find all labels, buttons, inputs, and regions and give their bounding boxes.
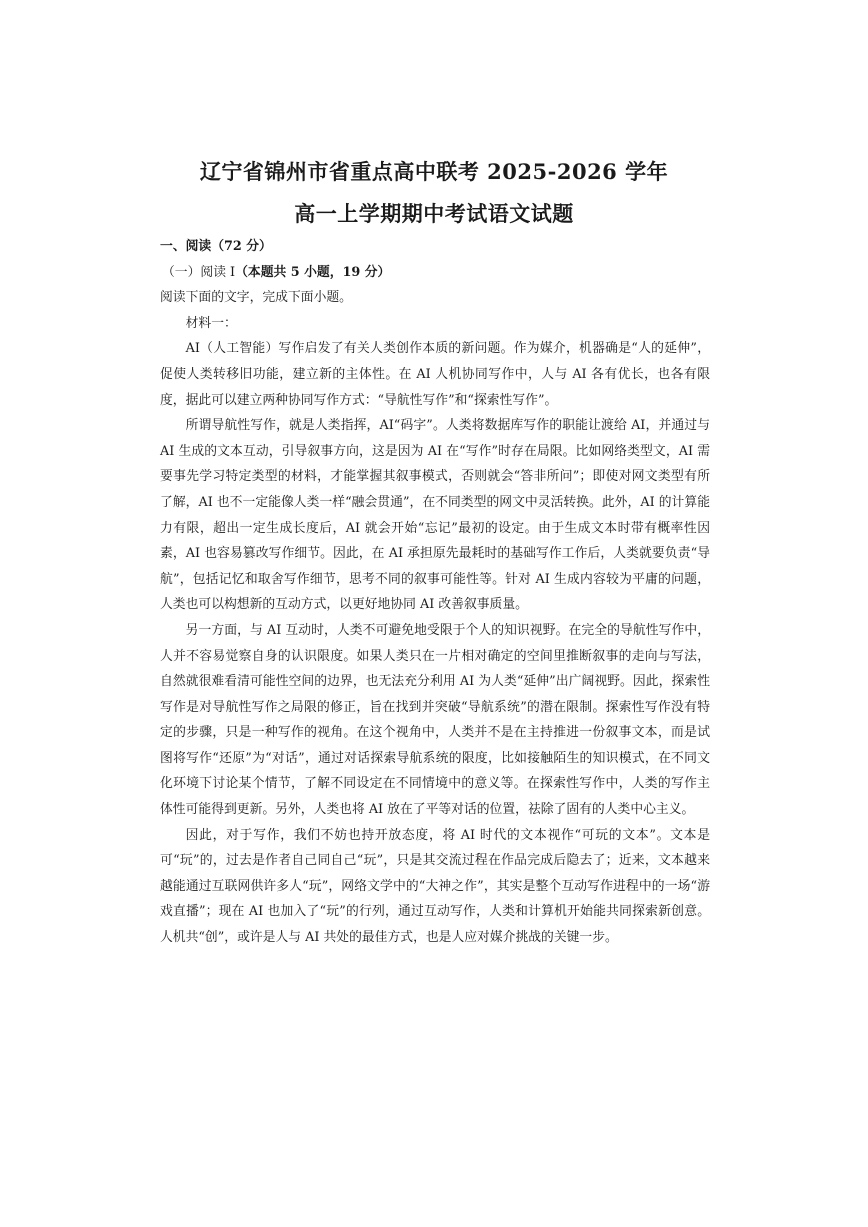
exam-title-line1: 辽宁省锦州市省重点高中联考 2025-2026 学年	[199, 159, 669, 184]
passage-paragraph-4: 因此，对于写作，我们不妨也持开放态度，将 AI 时代的文本视作“可玩的文本”。文本是可“玩”的，过去是作者自己同自己“玩”，只是其交流过程在作品完成后隐去了；近来，文本越来越能通过互联网供许多人“玩”，网络文学中的“大神之作”，其实是整个互动写作进程中的一场“游戏直播”；现在 AI 也加入了“玩”的行列，通过互动写作，人类和计算机开始能共同探索新创意。人机共“创”，或许是人与 AI 共处的最佳方式，也是人应对媒介挑战的关键一步。	[160, 827, 710, 946]
reading-instruction: 阅读下面的文字，完成下面小题。	[160, 290, 352, 306]
passage-paragraph-3: 另一方面，与 AI 互动时，人类不可避免地受限于个人的知识视野。在完全的导航性写作中，人并不容易觉察自身的认识限度。如果人类只在一片相对确定的空间里推断叙事的走向与写法，自然就很难看清可能性空间的边界，也无法充分利用 AI 为人类“延伸”出广阔视野。因此，探索性写作是对导航性写作之局限的修正，旨在找到并突破“导航系统”的潜在限制。探索性写作没有特定的步骤，只是一种写作的视角。在这个视角中，人类并不是在主持推进一份叙事文本，而是试图将写作“还原”为“对话”，通过对话探索导航系统的限度，比如接触陌生的知识模式，在不同文化环境下讨论某个情节，了解不同设定在不同情境中的意义等。在探索性写作中，人类的写作主体性可能得到更新。另外，人类也将 AI 放在了平等对话的位置，祛除了固有的人类中心主义。	[160, 622, 710, 818]
passage-paragraph-2: 所谓导航性写作，就是人类指挥，AI“码字”。人类将数据库写作的职能让渡给 AI，并通过与 AI 生成的文本互动，引导叙事方向，这是因为 AI 在“写作”时存在局限。比如网络类型文，AI 需要事先学习特定类型的材料，才能掌握其叙事模式，否则就会“答非所问”；即使对网文类型有所了解，AI 也不一定能像人类一样“融会贯通”，在不同类型的网文中灵活转换。此外，AI 的计算能力有限，超出一定生成长度后，AI 就会开始“忘记”最初的设定。由于生成文本时带有概率性因素，AI 也容易篡改写作细节。因此，在 AI 承担原先最耗时的基础写作工作后，人类就要负责“导航”，包括记忆和取舍写作细节，思考不同的叙事可能性等。针对 AI 生成内容较为平庸的问题，人类也可以构想新的互动方式，以更好地协同 AI 改善叙事质量。	[160, 418, 710, 613]
subsection-prefix: （一）阅读 I	[162, 264, 236, 280]
material-label: 材料一：	[185, 315, 237, 331]
exam-title-line2: 高一上学期期中考试语文试题	[294, 201, 574, 226]
subsection-note: （本题共 5 小题，19 分）	[235, 264, 391, 280]
passage-paragraph-1: AI（人工智能）写作启发了有关人类创作本质的新问题。作为媒介，机器确是“人的延伸”，促使人类转移旧功能，建立新的主体性。在 AI 人机协同写作中，人与 AI 各有优长，也各有限度，据此可以建立两种协同写作方式：“导航性写作”和“探索性写作”。	[160, 341, 710, 408]
subsection-heading	[162, 260, 710, 286]
section-heading: 一、阅读（72 分）	[160, 239, 272, 254]
exam-body	[160, 234, 710, 951]
